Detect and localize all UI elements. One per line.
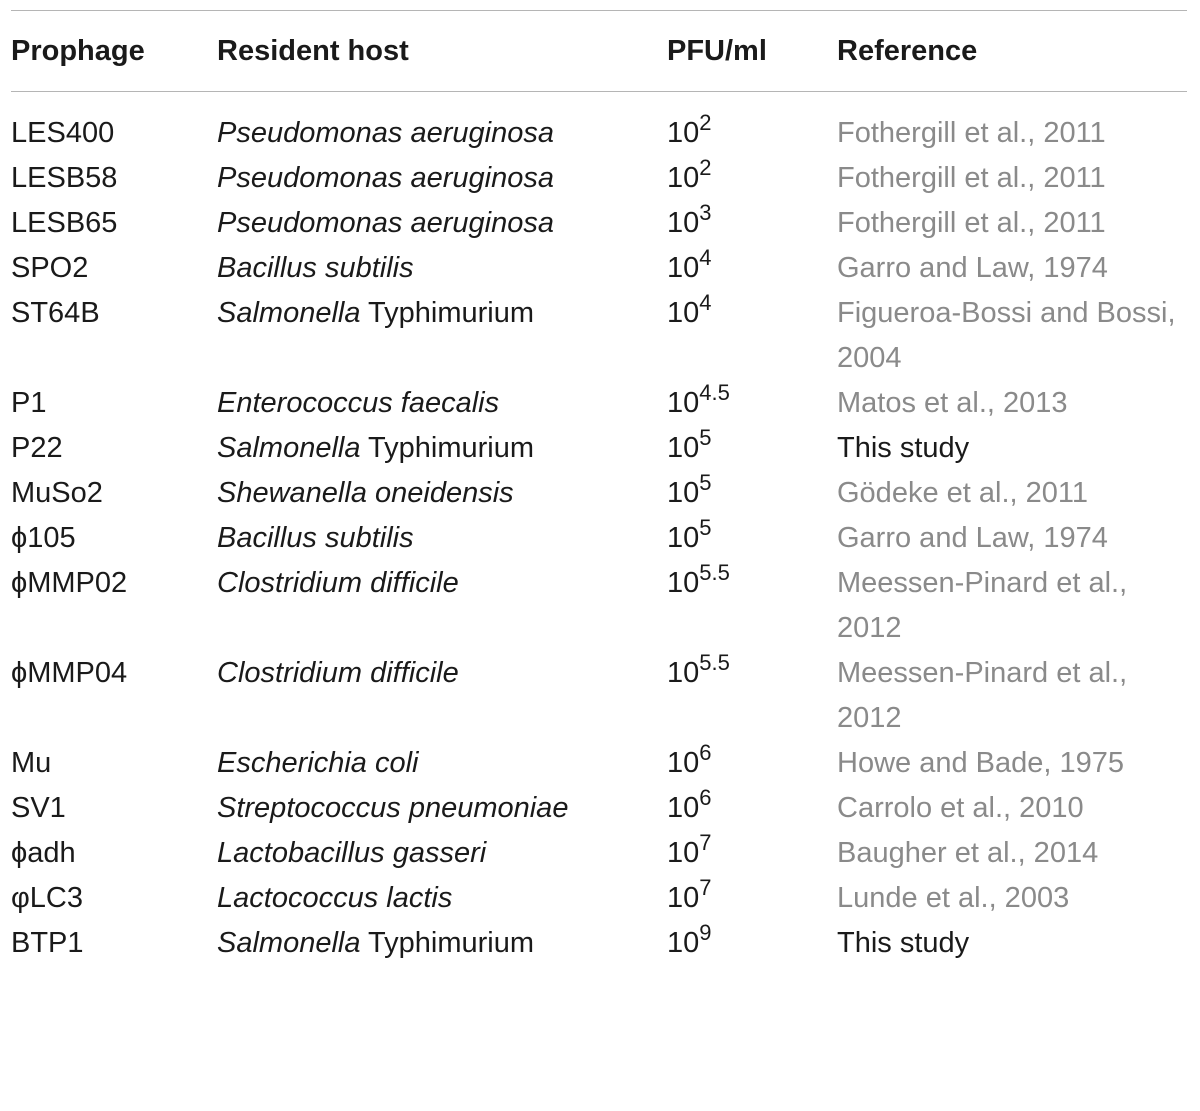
prophage-cell: LESB65	[11, 207, 118, 239]
prophage-cell: SV1	[11, 792, 66, 824]
host-genus-species: Streptococcus pneumoniae	[217, 792, 569, 824]
reference-cell[interactable]: Matos et al., 2013	[837, 387, 1068, 419]
table-row	[11, 156, 1187, 201]
host-genus-species: Lactobacillus gasseri	[217, 837, 487, 869]
pfu-exponent: 5	[699, 515, 712, 540]
prophage-cell: P1	[11, 387, 47, 419]
reference-cell[interactable]: Meessen-Pinard et al., 2012	[837, 567, 1128, 644]
reference-cell[interactable]: Howe and Bade, 1975	[837, 747, 1124, 779]
host-genus-species: Lactococcus lactis	[217, 882, 453, 914]
host-genus-species: Clostridium difficile	[217, 567, 459, 599]
pfu-exponent: 7	[699, 875, 712, 900]
host-cell	[217, 471, 667, 516]
pfu-base: 10	[667, 477, 700, 509]
host-cell	[217, 876, 667, 921]
host-cell	[217, 426, 667, 471]
pfu-cell	[667, 876, 837, 921]
pfu-base: 10	[667, 297, 700, 329]
prophage-table-body	[11, 92, 1187, 966]
host-cell	[217, 786, 667, 831]
host-genus-species: Bacillus subtilis	[217, 252, 414, 284]
prophage-cell: MuSo2	[11, 477, 103, 509]
host-cell	[217, 561, 667, 651]
pfu-exponent: 9	[699, 920, 712, 945]
prophage-cell: BTP1	[11, 927, 84, 959]
prophage-cell: Mu	[11, 747, 52, 779]
prophage-table	[11, 10, 1187, 966]
table-row	[11, 426, 1187, 471]
pfu-cell	[667, 92, 837, 156]
table-row	[11, 471, 1187, 516]
pfu-base: 10	[667, 432, 700, 464]
pfu-cell	[667, 201, 837, 246]
table-row	[11, 561, 1187, 651]
host-cell	[217, 291, 667, 381]
pfu-base: 10	[667, 747, 700, 779]
pfu-base: 10	[667, 927, 700, 959]
host-genus-species: Shewanella oneidensis	[217, 477, 514, 509]
pfu-cell	[667, 291, 837, 381]
table-row	[11, 201, 1187, 246]
pfu-exponent: 4	[699, 245, 712, 270]
table-row	[11, 921, 1187, 966]
pfu-exponent: 2	[699, 155, 712, 180]
host-genus-species: Salmonella	[217, 432, 361, 464]
host-genus-species: Pseudomonas aeruginosa	[217, 117, 554, 149]
table-row	[11, 831, 1187, 876]
host-serovar: Typhimurium	[360, 432, 535, 464]
pfu-cell	[667, 921, 837, 966]
pfu-exponent: 3	[699, 200, 712, 225]
pfu-cell	[667, 246, 837, 291]
prophage-cell: P22	[11, 432, 63, 464]
prophage-cell: φLC3	[11, 882, 84, 914]
reference-cell[interactable]: Lunde et al., 2003	[837, 882, 1070, 914]
host-genus-species: Salmonella	[217, 927, 361, 959]
table-row	[11, 246, 1187, 291]
pfu-exponent: 5	[699, 425, 712, 450]
pfu-base: 10	[667, 522, 700, 554]
reference-cell[interactable]: Meessen-Pinard et al., 2012	[837, 657, 1128, 734]
host-genus-species: Clostridium difficile	[217, 657, 459, 689]
pfu-cell	[667, 381, 837, 426]
reference-cell[interactable]: Fothergill et al., 2011	[837, 162, 1106, 194]
reference-cell[interactable]: Gödeke et al., 2011	[837, 477, 1088, 509]
pfu-exponent: 6	[699, 785, 712, 810]
pfu-exponent: 6	[699, 740, 712, 765]
host-serovar: Typhimurium	[360, 297, 535, 329]
pfu-base: 10	[667, 162, 700, 194]
host-genus-species: Escherichia coli	[217, 747, 419, 779]
pfu-exponent: 2	[699, 110, 712, 135]
reference-cell[interactable]: Garro and Law, 1974	[837, 252, 1108, 284]
host-cell	[217, 246, 667, 291]
pfu-base: 10	[667, 567, 700, 599]
pfu-cell	[667, 561, 837, 651]
table-body	[11, 92, 1187, 966]
reference-cell[interactable]: Figueroa-Bossi and Bossi, 2004	[837, 297, 1176, 374]
pfu-cell	[667, 741, 837, 786]
header-row	[11, 11, 1187, 91]
reference-cell[interactable]: Garro and Law, 1974	[837, 522, 1108, 554]
pfu-cell	[667, 156, 837, 201]
header-pfu: PFU/ml	[667, 34, 767, 67]
pfu-exponent: 7	[699, 830, 712, 855]
reference-cell: This study	[837, 927, 970, 959]
pfu-cell	[667, 831, 837, 876]
host-genus-species: Pseudomonas aeruginosa	[217, 162, 554, 194]
header-resident-host: Resident host	[217, 34, 409, 67]
host-genus-species: Bacillus subtilis	[217, 522, 414, 554]
prophage-cell: ϕ105	[11, 522, 76, 554]
pfu-base: 10	[667, 387, 700, 419]
pfu-exponent: 5	[699, 470, 712, 495]
host-cell	[217, 831, 667, 876]
pfu-exponent: 5.5	[699, 560, 730, 585]
header-reference: Reference	[837, 34, 978, 67]
host-cell	[217, 381, 667, 426]
host-genus-species: Salmonella	[217, 297, 361, 329]
host-cell	[217, 201, 667, 246]
reference-cell[interactable]: Fothergill et al., 2011	[837, 207, 1106, 239]
reference-cell: This study	[837, 432, 970, 464]
table-row	[11, 651, 1187, 741]
table-row	[11, 876, 1187, 921]
table-header	[11, 11, 1187, 91]
prophage-data-table	[11, 11, 1187, 91]
table-row	[11, 786, 1187, 831]
table-row	[11, 291, 1187, 381]
pfu-exponent: 4	[699, 290, 712, 315]
host-cell	[217, 516, 667, 561]
pfu-base: 10	[667, 837, 700, 869]
pfu-base: 10	[667, 792, 700, 824]
host-serovar: Typhimurium	[360, 927, 535, 959]
prophage-cell: ST64B	[11, 297, 100, 329]
pfu-cell	[667, 651, 837, 741]
pfu-base: 10	[667, 207, 700, 239]
reference-cell[interactable]: Fothergill et al., 2011	[837, 117, 1106, 149]
reference-cell[interactable]: Baugher et al., 2014	[837, 837, 1099, 869]
prophage-cell: LESB58	[11, 162, 118, 194]
host-cell	[217, 921, 667, 966]
reference-cell[interactable]: Carrolo et al., 2010	[837, 792, 1084, 824]
prophage-cell: LES400	[11, 117, 115, 149]
pfu-cell	[667, 516, 837, 561]
host-cell	[217, 651, 667, 741]
host-cell	[217, 92, 667, 156]
table-row	[11, 381, 1187, 426]
pfu-exponent: 5.5	[699, 650, 730, 675]
header-prophage: Prophage	[11, 34, 145, 67]
pfu-exponent: 4.5	[699, 380, 730, 405]
host-cell	[217, 156, 667, 201]
host-genus-species: Enterococcus faecalis	[217, 387, 500, 419]
prophage-cell: ϕMMP02	[11, 567, 128, 599]
prophage-cell: ϕMMP04	[11, 657, 128, 689]
prophage-cell: SPO2	[11, 252, 89, 284]
table-row	[11, 741, 1187, 786]
pfu-base: 10	[667, 252, 700, 284]
table-row	[11, 516, 1187, 561]
pfu-cell	[667, 471, 837, 516]
pfu-cell	[667, 426, 837, 471]
host-cell	[217, 741, 667, 786]
table-row	[11, 92, 1187, 156]
pfu-base: 10	[667, 117, 700, 149]
prophage-cell: ϕadh	[11, 837, 76, 869]
host-genus-species: Pseudomonas aeruginosa	[217, 207, 554, 239]
pfu-cell	[667, 786, 837, 831]
pfu-base: 10	[667, 657, 700, 689]
pfu-base: 10	[667, 882, 700, 914]
